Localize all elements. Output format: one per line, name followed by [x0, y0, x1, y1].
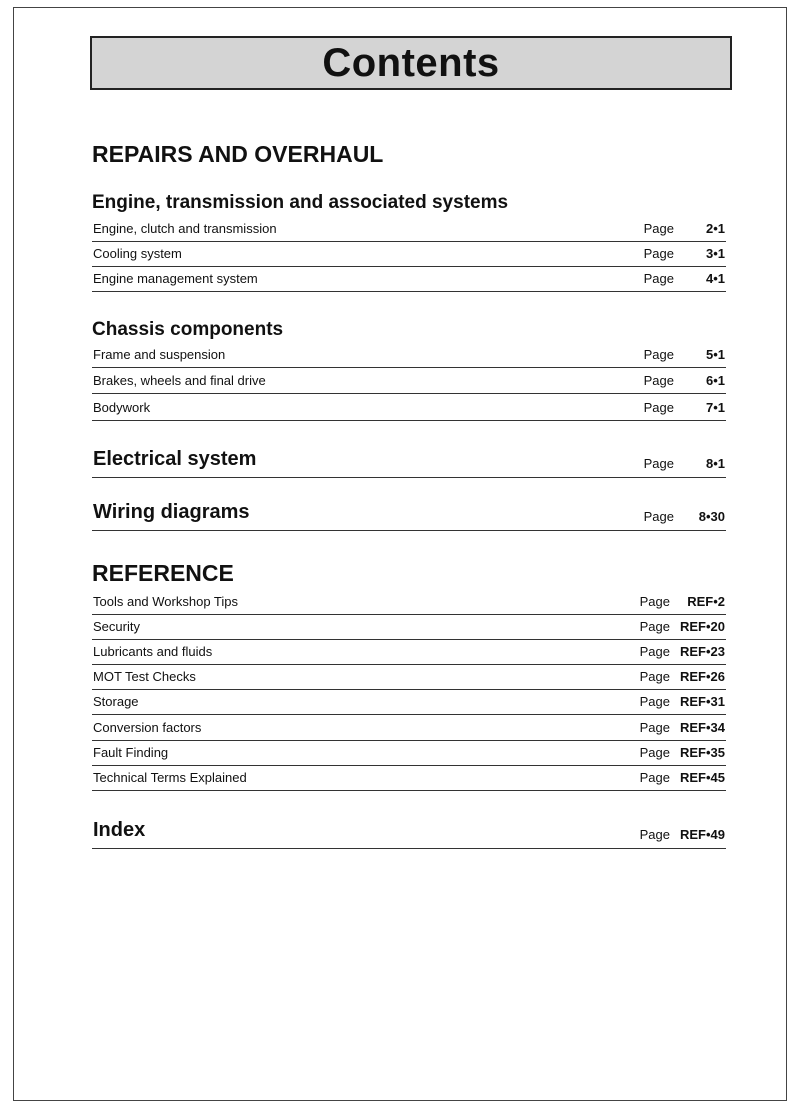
page-number: 5•1	[705, 347, 725, 362]
entry-label: Engine management system	[93, 271, 258, 286]
page-number: 6•1	[705, 373, 725, 388]
page-number: 2•1	[705, 221, 725, 236]
entry-label: Technical Terms Explained	[93, 770, 247, 785]
entry-label: Bodywork	[93, 400, 151, 415]
part-heading-repairs: REPAIRS AND OVERHAUL	[92, 141, 384, 167]
page-number: REF•26	[679, 669, 725, 684]
page-word: Page	[639, 644, 670, 659]
toc-entry[interactable]	[92, 242, 726, 267]
page-number: REF•31	[679, 694, 725, 709]
page-number: REF•34	[679, 720, 725, 735]
section-heading-chassis: Chassis components	[92, 319, 284, 340]
toc-entry[interactable]	[92, 640, 726, 665]
entry-label: MOT Test Checks	[93, 669, 196, 684]
toc-entry-index[interactable]	[92, 817, 726, 849]
toc-entry[interactable]	[92, 665, 726, 690]
page-word: Page	[639, 827, 670, 842]
part-heading-reference: REFERENCE	[92, 560, 234, 586]
entry-label: Security	[93, 619, 140, 634]
entry-label: Fault Finding	[93, 745, 169, 760]
page-word: Page	[643, 271, 674, 286]
page-number: 3•1	[705, 246, 725, 261]
page-number: REF•35	[679, 745, 725, 760]
entry-label: Conversion factors	[93, 720, 202, 735]
entry-label: Brakes, wheels and final drive	[93, 373, 266, 388]
entry-label: Storage	[93, 694, 139, 709]
toc-entry[interactable]	[92, 396, 726, 421]
toc-entry[interactable]	[92, 343, 726, 368]
entry-label: Frame and suspension	[93, 347, 226, 362]
entry-label: Engine, clutch and transmission	[93, 221, 277, 236]
toc-entry[interactable]	[92, 741, 726, 766]
toc-entry[interactable]	[92, 690, 726, 715]
page-border	[13, 7, 787, 1101]
page-word: Page	[643, 509, 674, 524]
entry-label: Wiring diagrams	[93, 501, 250, 523]
page-number: 4•1	[705, 271, 725, 286]
toc-entry[interactable]	[92, 615, 726, 640]
toc-entry[interactable]	[92, 369, 726, 394]
toc-entry-wiring[interactable]	[92, 499, 726, 531]
page-number: REF•23	[679, 644, 725, 659]
page-number: REF•2	[687, 594, 725, 609]
toc-entry[interactable]	[92, 217, 726, 242]
entry-label: Lubricants and fluids	[93, 644, 213, 659]
page-word: Page	[639, 720, 670, 735]
toc-entry[interactable]	[92, 267, 726, 292]
page-number: 7•1	[705, 400, 725, 415]
page-word: Page	[643, 456, 674, 471]
page-word: Page	[643, 246, 674, 261]
page-word: Page	[639, 745, 670, 760]
page-word: Page	[639, 619, 670, 634]
page-word: Page	[639, 770, 670, 785]
page-word: Page	[643, 221, 674, 236]
title-banner	[90, 36, 732, 90]
page-number: REF•45	[679, 770, 725, 785]
page-number: 8•1	[705, 456, 725, 471]
page-word: Page	[639, 594, 670, 609]
page-word: Page	[643, 347, 674, 362]
entry-label: Index	[93, 819, 146, 841]
entry-label: Tools and Workshop Tips	[93, 594, 238, 609]
entry-label: Electrical system	[93, 448, 257, 470]
page-number: REF•20	[679, 619, 725, 634]
page-title: Contents	[322, 40, 500, 85]
toc-entry-electrical[interactable]	[92, 446, 726, 478]
page-word: Page	[639, 694, 670, 709]
toc-entry[interactable]	[92, 716, 726, 741]
section-heading-engine: Engine, transmission and associated systems	[92, 192, 509, 213]
page-number: 8•30	[698, 509, 725, 524]
toc-entry[interactable]	[92, 590, 726, 615]
page-number: REF•49	[679, 827, 725, 842]
page-word: Page	[639, 669, 670, 684]
toc-entry[interactable]	[92, 766, 726, 791]
page-word: Page	[643, 400, 674, 415]
entry-label: Cooling system	[93, 246, 182, 261]
page-word: Page	[643, 373, 674, 388]
